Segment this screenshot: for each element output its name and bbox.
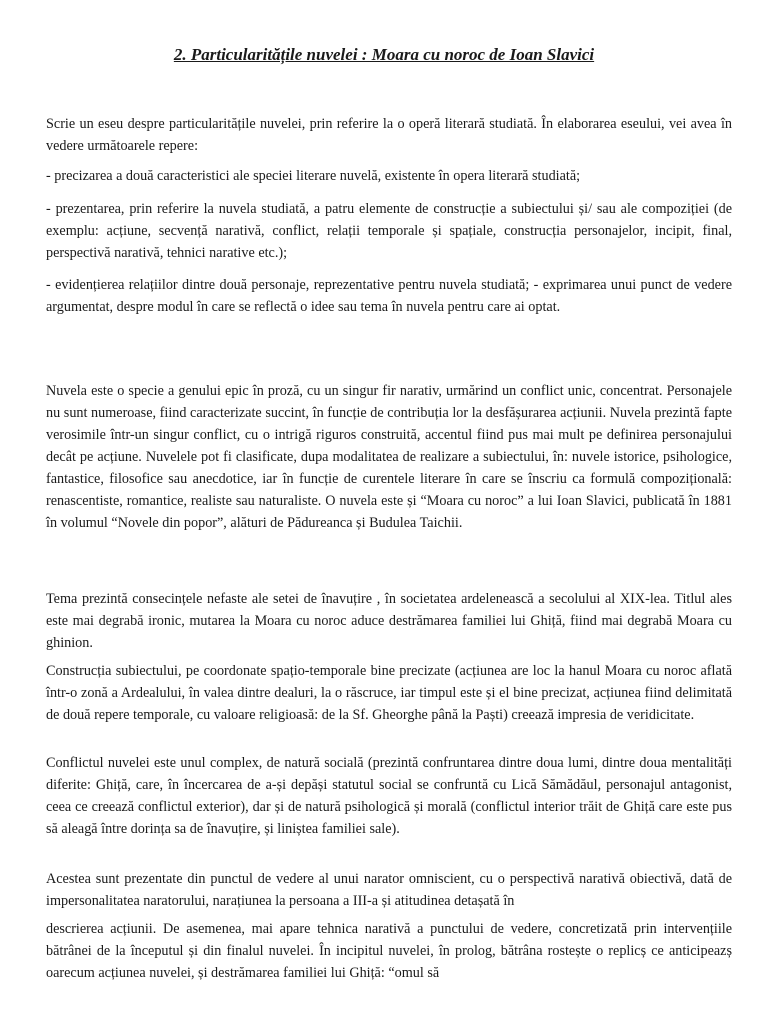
- essay-paragraph-conflict: Conflictul nuvelei este unul complex, de natură socială (prezintă confruntarea dintre doua lumi, dintre doua mentalități diferite: Ghiță, care, în încercarea de a-și depăși statutul social se confruntă cu Lică Sămădăul, personajul antagonist, ceea ce creează conflictul exterior), dar și de natură psihologică și morală (conflictul interior trăit de Ghiță care este pus să aleagă între dorința sa de înavuțire, și liniștea familiei sale).: [46, 755, 732, 837]
- requirement-item-1: - precizarea a două caracteristici ale speciei literare nuvelă, existente în opera literară studiată;: [46, 168, 581, 184]
- requirement-item-2: - prezentarea, prin referire la nuvela studiată, a patru elemente de construcție a subiectului și/ sau ale compoziției (de exemplu: acțiune, secvență narativă, conflict, relații temporale și spațiale, construcția personajelor, incipit, final, perspectivă narativă, tehnici narative etc.);: [46, 201, 732, 261]
- essay-paragraph-definition: Nuvela este o specie a genului epic în proză, cu un singur fir narativ, urmărind un conflict unic, concentrat. Personajele nu sunt numeroase, fiind caracterizate succint, în funcție de contribuția lor la desfășurarea acțiunii. Nuvela prezintă fapte verosimile într-un singur conflict, cu o intrigă riguros construită, accentul fiind pus mai mult pe definirea personajului decât pe acțiune. Nuvelele pot fi clasificate, dupa modalitatea de realizare a subiectului, în: nuvele istorice, psihologice, fantastice, filosofice sau anecdotice, iar în funcție de curentele literare în care se înscriu ca formulă compozițională: renascentiste, romantice, realiste sau naturaliste. O nuvela este și “Moara cu noroc” a lui Ioan Slavici, publicată în 1881 în volumul “Novele din popor”, alături de Pădureanca și Budulea Taichii.: [46, 383, 732, 531]
- essay-prompt-paragraph: Scrie un eseu despre particularitățile nuvelei, prin referire la o operă literară studiată. În elaborarea eseului, vei avea în vedere următoarele repere:: [46, 116, 732, 154]
- essay-paragraph-plot: Construcția subiectului, pe coordonate spațio-temporale bine precizate (acțiunea are loc la hanul Moara cu noroc aflată într-o zonă a Ardealului, în valea dintre dealuri, la o răscruce, iar timpul este și el bine precizat, acțiunea fiind delimitată de două repere temporale, cu valoare religioasă: de la Sf. Gheorghe până la Paști) creează impresia de veridicitate.: [46, 663, 732, 723]
- essay-paragraph-narrator: Acestea sunt prezentate din punctul de vedere al unui narator omniscient, cu o perspectivă narativă obiectivă, dată de impersonalitatea naratorului, narațiunea la persoana a III-a și atitudinea detașată în: [46, 871, 732, 909]
- document-title: 2. Particularitățile nuvelei : Moara cu noroc de Ioan Slavici: [173, 45, 595, 64]
- requirement-item-3: - evidențierea relațiilor dintre două personaje, reprezentative pentru nuvela studiată; - exprimarea unui punct de vedere argumentat, despre modul în care se reflectă o idee sau tema în nuvela pentru care ai optat.: [46, 277, 732, 315]
- essay-paragraph-theme: Tema prezintă consecințele nefaste ale setei de înavuțire , în societatea ardelenească a secolului al XIX-lea. Titlul ales este mai degrabă ironic, mutarea la Moara cu noroc aduce destrămarea familiei lui Ghiță, fiind mai degrabă Moara cu ghinion.: [46, 591, 732, 651]
- essay-paragraph-narrative-technique: descrierea acțiunii. De asemenea, mai apare tehnica narativă a punctului de vedere, concretizată prin intervențiile bătrânei de la începutul și din finalul nuvelei. În incipitul nuvelei, în prolog, bătrâna rostește o replicș ce anticipeazș oarecum acțiunea nuvelei, și destrămarea familiei lui Ghiță: “omul să: [46, 921, 732, 981]
